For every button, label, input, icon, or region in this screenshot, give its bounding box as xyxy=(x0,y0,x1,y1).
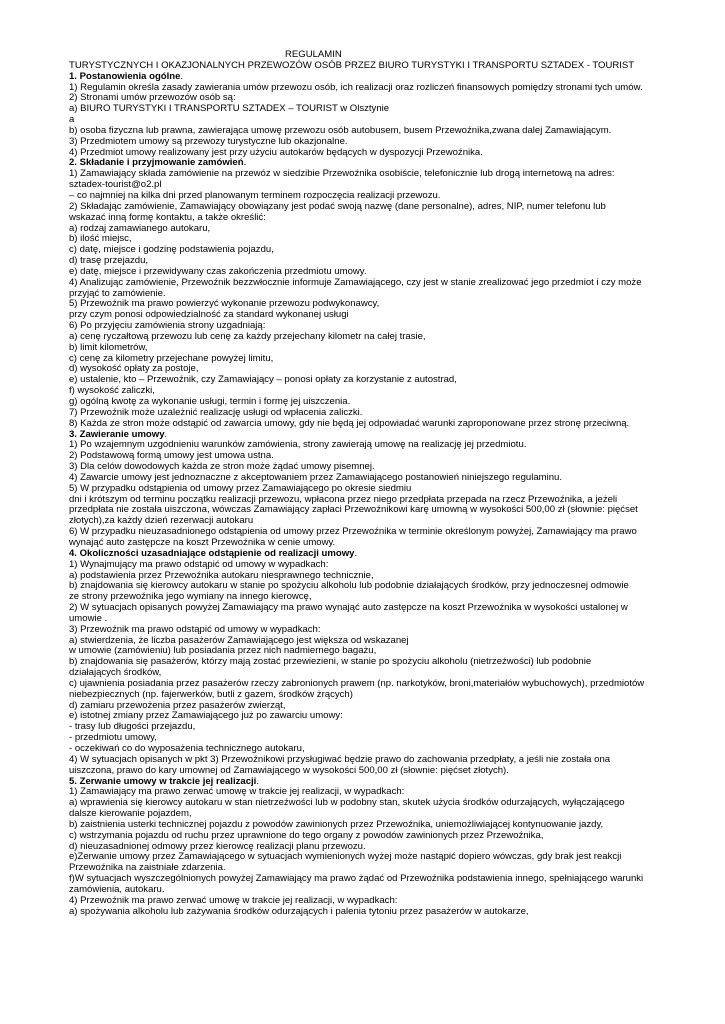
text-line: a) podstawienia przez Przewoźnika autokaru niesprawnego technicznie, xyxy=(69,569,374,581)
text-line: e)Zerwanie umowy przez Zamawiającego w sytuacjach wymienionych wyżej może nastąpić dopiero wówczas, gdy brak jest reakcji xyxy=(69,851,622,863)
text-line: 4) Zawarcie umowy jest jednoznaczne z akceptowaniem przez Zamawiającego postanowień niniejszego regulaminu. xyxy=(69,471,562,483)
text-line: 2) Składając zamówienie, Zamawiający obowiązany jest podać swoją nazwę (dane personalne), adres, NIP, numer telefonu lub xyxy=(69,200,606,212)
text-line: 4) Przedmiot umowy realizowany jest przy użyciu autokarów będących w dyspozycji Przewoźnika. xyxy=(69,146,483,158)
text-line: 5) W przypadku odstąpienia od umowy przez Zamawiającego po okresie siedmiu xyxy=(69,482,412,494)
text-line: a) cenę ryczałtową przewozu lub cenę za każdy przejechany kilometr na całej trasie, xyxy=(69,330,426,342)
text-line: umowie . xyxy=(69,612,108,624)
text-line: b) osoba fizyczna lub prawna, zawierająca umowę przewozu osób autobusem, busem Przewoźnika,zwana dalej Zamawiającym. xyxy=(69,124,612,136)
text-line: a) rodzaj zamawianego autokaru, xyxy=(69,222,211,234)
text-line: d) trasę przejazdu, xyxy=(69,255,149,267)
text-line: działających środków, xyxy=(69,667,162,679)
text-line: przyjąć to zamówienie. xyxy=(69,287,166,299)
text-line: 3) Przewoźnik ma prawo odstąpić od umowy w wypadkach: xyxy=(69,623,321,635)
text-line: c) datę, miejsce i godzinę podstawienia pojazdu, xyxy=(69,244,274,256)
text-line: e) istotnej zmiany przez Zamawiającego już po zawarciu umowy: xyxy=(69,710,343,722)
text-line: 7) Przewoźnik może uzależnić realizację usługi od wpłacenia zaliczki. xyxy=(69,406,363,418)
text-line: zamówienia, autokaru. xyxy=(69,883,165,895)
regulation-document xyxy=(69,50,669,918)
section-heading-text: 4. Okoliczności uzasadniające odstąpienie od realizacji umowy xyxy=(69,547,355,559)
text-line: w umowie (zamówieniu) lub posiadania przez nich nadmiernego bagażu, xyxy=(69,645,377,657)
text-line: - przedmiotu umowy, xyxy=(69,732,157,744)
text-line: - oczekiwań co do wyposażenia technicznego autokaru, xyxy=(69,743,305,754)
section-heading-text: 3. Zawieranie umowy xyxy=(69,428,165,440)
text-line: c) cenę za kilometry przejechane powyżej limitu, xyxy=(69,352,274,364)
text-line: 2) Podstawową formą umowy jest umowa ustna. xyxy=(69,450,274,462)
text-line: 3) Dla celów dowodowych każda ze stron może żądać umowy pisemnej. xyxy=(69,461,375,473)
section-heading-punctuation: . xyxy=(243,157,247,169)
text-line: 1) Zamawiający składa zamówienie na przewóz w siedzibie Przewoźnika osobiście, telefonicznie lub drogą internetową na adres: xyxy=(69,168,615,180)
text-line: 6) W przypadku nieuzasadnionego odstąpienia od umowy przez Przewoźnika w terminie określonym powyżej, Zamawiający ma prawo xyxy=(69,526,637,538)
text-line: dalsze kierowanie pojazdem, xyxy=(69,808,192,820)
text-line: d) wysokość opłaty za postoje, xyxy=(69,363,199,375)
section-heading xyxy=(69,72,669,83)
text-line: a) wprawienia się kierowcy autokaru w stan nietrzeźwości lub w podobny stan, skutek użycia środków odurzających, wyłączającego xyxy=(69,797,625,809)
text-line: 1) Po wzajemnym uzgodnieniu warunków zamówienia, strony zawierają umowę na realizację jej przedmiotu. xyxy=(69,439,527,451)
text-line: c) ujawnienia posiadania przez pasażerów rzeczy zabronionych prawem (np. narkotyków, broni,materiałów wybuchowych), przedmiotów xyxy=(69,677,645,689)
section-heading-text: 5. Zerwanie umowy w trakcie jej realizacji xyxy=(69,775,257,787)
text-line: 4) Analizując zamówienie, Przewoźnik bezzwłocznie informuje Zamawiającego, czy jest w stanie zrealizować jego przedmiot i czy może xyxy=(69,276,642,288)
text-line: 6) Po przyjęciu zamówienia strony uzgadniają: xyxy=(69,320,266,332)
text-line: niebezpiecznych (np. fajerwerków, butli z gazem, środków żrących) xyxy=(69,688,353,700)
text-line: e) datę, miejsce i przewidywany czas zakończenia przedmiotu umowy. xyxy=(69,265,367,277)
text-line: f)W sytuacjach wyszczególnionych powyżej Zamawiający ma prawo żądać od Przewoźnika podstawienia innego, spełniającego warunki xyxy=(69,873,644,885)
text-line: g) ogólną kwotę za wykonanie usługi, termin i formę jej uiszczenia. xyxy=(69,396,351,407)
text-line: 1) Regulamin określa zasady zawierania umów przewozu osób, ich realizacji oraz rozliczeń finansowych pomiędzy stronami tych umów. xyxy=(69,81,643,93)
text-line: b) znajdowania się pasażerów, którzy mają zostać przewiezieni, w stanie po spożyciu alkoholu (nietrzeźwości) lub podobnie xyxy=(69,656,592,668)
text-line: uiszczona, prawo do kary umownej od Zamawiającego w wysokości 500,00 zł (słownie: pięćset złotych). xyxy=(69,764,509,776)
text-line: a) spożywania alkoholu lub zażywania środków odurzających i palenia tytoniu przez pasażerów w autokarze, xyxy=(69,905,529,917)
text-line: dni i krótszym od terminu początku realizacji przewozu, wpłacona przez niego przedpłata przepada na rzecz Przewoźnika, a jeżeli xyxy=(69,493,618,505)
text-line: d) nieuzasadnionej odmowy przez kierowcę realizacji planu przewozu. xyxy=(69,840,366,852)
section-heading-punctuation: . xyxy=(354,547,358,559)
text-line: d) zamiaru przewożenia przez pasażerów zwierząt, xyxy=(69,699,286,711)
section-heading-text: 2. Składanie i przyjmowanie zamówień xyxy=(69,157,244,169)
text-line: c) wstrzymania pojazdu od ruchu przez uprawnione do tego organy z powodów zawinionych przez Przewoźnika, xyxy=(69,829,544,841)
text-line: a) stwierdzenia, że liczba pasażerów Zamawiającego jest większa od wskazanej xyxy=(69,634,409,646)
text-line: b) limit kilometrów, xyxy=(69,341,148,353)
text-line: złotych),za każdy dzień rezerwacji autokaru xyxy=(69,515,254,527)
text-line: 3) Przedmiotem umowy są przewozy turystyczne lub okazjonalne. xyxy=(69,135,348,147)
text-line: 1) Wynajmujący ma prawo odstąpić od umowy w wypadkach: xyxy=(69,558,329,570)
text-line: e) ustalenie, kto – Przewoźnik, czy Zamawiający – ponosi opłaty za korzystanie z autostrad, xyxy=(69,374,457,386)
text-line: b) ilość miejsc, xyxy=(69,233,132,245)
document-title: REGULAMIN xyxy=(285,49,342,60)
text-line: 2) W sytuacjach opisanych powyżej Zamawiający ma prawo wynająć auto zastępcze na koszt Przewoźnika w wysokości ustalonej w xyxy=(69,602,628,614)
text-line: 4) Przewoźnik ma prawo zerwać umowę w trakcie jej realizacji, w wypadkach: xyxy=(69,894,398,906)
text-line: przy czym ponosi odpowiedzialność za standard wykonanej usługi xyxy=(69,309,349,321)
text-line: - trasy lub długości przejazdu, xyxy=(69,721,196,733)
text-line: 2) Stronami umów przewozów osób są: xyxy=(69,92,236,104)
text-line: – co najmniej na kilka dni przed planowanym terminem rozpoczęcia realizacji przewozu. xyxy=(69,189,441,201)
text-line: Przewoźnika na zaistniałe zdarzenia. xyxy=(69,862,226,874)
text-line: 5) Przewoźnik ma prawo powierzyć wykonanie przewozu podwykonawcy, xyxy=(69,298,380,310)
text-line: f) wysokość zaliczki, xyxy=(69,385,155,397)
text-line: wynająć auto zastępcze na koszt Przewoźnika w cenie umowy. xyxy=(69,536,336,548)
text-line: 8) Każda ze stron może odstąpić od zawarcia umowy, gdy nie będą jej odpowiadać warunki zaproponowane przez stronę przeciwną. xyxy=(69,417,630,429)
text-line: b) znajdowania się kierowcy autokaru w stanie po spożyciu alkoholu lub podobnie działających środków, przy jednoczesnej odmowie xyxy=(69,580,629,592)
text-line: a) BIURO TURYSTYKI I TRANSPORTU SZTADEX – TOURIST w Olsztynie xyxy=(69,103,390,115)
section-heading-punctuation: . xyxy=(164,428,168,440)
text-line: sztadex-tourist@o2.pl xyxy=(69,179,162,191)
text-line: ze strony przewoźnika jego wymiany na innego kierowcę, xyxy=(69,591,312,603)
text-line: przedpłata nie została uiszczona, wówczas Zamawiający zapłaci Przewoźnikowi karę umowną w wysokości 500,00 zł (słownie: pięćset xyxy=(69,504,638,516)
text-line: wskazać inną formę kontaktu, a także określić: xyxy=(69,211,266,223)
section-heading-punctuation: . xyxy=(256,775,259,787)
document-subtitle: TURYSTYCZNYCH I OKAZJONALNYCH PRZEWOZÓW OSÓB PRZEZ BIURO TURYSTYKI I TRANSPORTU SZTADEX - TOURIST xyxy=(69,59,635,71)
text-line: a xyxy=(69,114,75,126)
section-heading-punctuation: . xyxy=(180,70,184,82)
text-line: b) zaistnienia usterki technicznej pojazdu z powodów zawinionych przez Przewoźnika, uniemożliwiającej kontynuowanie jazdy, xyxy=(69,818,604,830)
text-line: 1) Zamawiający ma prawo zerwać umowę w trakcie jej realizacji, w wypadkach: xyxy=(69,786,405,798)
section-heading-text: 1. Postanowienia ogólne xyxy=(69,70,181,82)
text-line: 4) W sytuacjach opisanych w pkt 3) Przewoźnikowi przysługiwać będzie prawo do zachowania przedpłaty, a jeśli nie została ona xyxy=(69,753,611,765)
